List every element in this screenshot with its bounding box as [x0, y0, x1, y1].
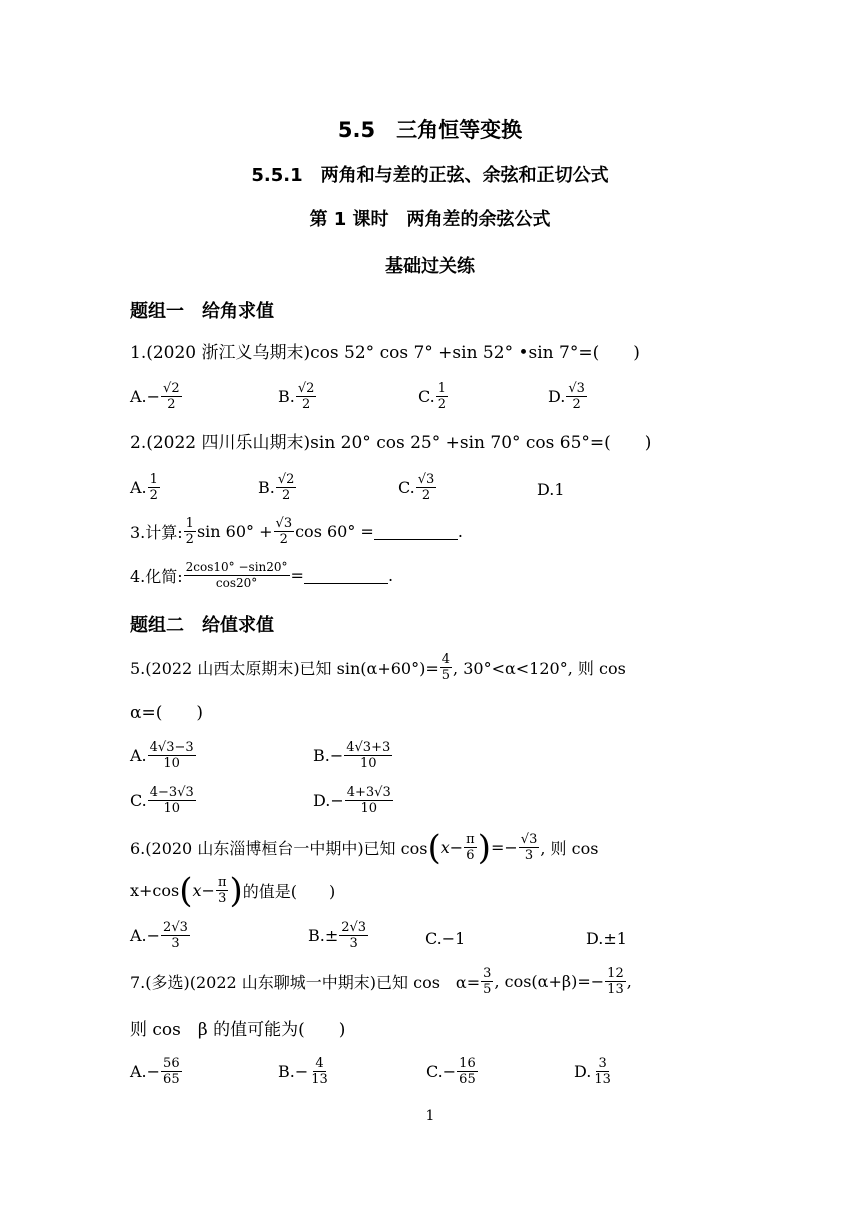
question-7-stem-line2: 则 cos β 的值可能为( ): [130, 1020, 346, 1040]
stem-text: ,: [626, 972, 632, 991]
fraction: [309, 1056, 330, 1087]
question-5-option-b: [313, 740, 393, 771]
option-prefix: A.−: [130, 387, 161, 406]
question-1-stem: 1.(2020 浙江义乌期末)cos 52° cos 7° +sin 52° •sin 7°=( ): [130, 343, 640, 363]
question-3-mid: sin 60° +: [196, 522, 273, 541]
question-3-prefix: 3.计算:: [130, 523, 183, 542]
question-3: [130, 516, 463, 547]
fraction: [161, 381, 182, 412]
option-prefix: D.: [574, 1062, 592, 1081]
fraction: [184, 560, 290, 591]
section-title: 5.5 三角恒等变换: [337, 118, 523, 142]
answer-blank[interactable]: [374, 523, 458, 540]
fraction: [161, 1056, 182, 1087]
denominator: 3: [218, 891, 227, 906]
denominator: 65: [163, 1072, 180, 1087]
numerator: 16: [459, 1056, 476, 1071]
fraction: [148, 472, 160, 503]
numerator: √3: [520, 832, 538, 847]
numerator: 56: [163, 1056, 180, 1071]
question-3-tail: cos 60° =: [295, 522, 374, 541]
lesson-title: 第 1 课时 两角差的余弦公式: [309, 209, 551, 230]
denominator: 3: [524, 848, 534, 863]
left-paren: (: [179, 870, 193, 911]
question-6-stem-line1: [130, 827, 599, 868]
denominator: 10: [163, 801, 181, 816]
question-5-option-d: [313, 785, 394, 816]
fraction: [566, 381, 587, 412]
stem-text: 6.(2020 山东淄博桓台一中期中)已知 cos: [130, 839, 428, 858]
question-2-option-d: [537, 480, 565, 499]
denominator: 13: [594, 1072, 611, 1087]
fraction: [457, 1056, 478, 1087]
question-5-option-a: [130, 740, 197, 771]
denominator: 3: [349, 936, 358, 951]
denominator: 5: [441, 668, 451, 683]
fraction: [296, 381, 317, 412]
denominator: 2: [301, 397, 311, 412]
option-prefix: B.−: [278, 1062, 309, 1081]
variable-x: x−: [440, 838, 464, 857]
fraction: [345, 785, 393, 816]
right-paren: ): [229, 870, 243, 911]
stem-text: 5.(2022 山西太原期末)已知 sin(α+60°)=: [130, 659, 439, 678]
option-text: D.1: [537, 480, 565, 499]
question-7-option-c: [426, 1056, 479, 1087]
fraction: [592, 1056, 613, 1087]
numerator: 4√3−3: [149, 740, 194, 755]
question-5-option-c: [130, 785, 197, 816]
fraction: [344, 740, 392, 771]
question-2-option-b: [258, 472, 297, 503]
numerator: 4+3√3: [346, 785, 391, 800]
fraction: [519, 832, 540, 863]
numerator: 3: [598, 1056, 607, 1071]
numerator: 4−3√3: [149, 785, 194, 800]
answer-blank[interactable]: [304, 567, 388, 584]
option-prefix: D.−: [313, 791, 344, 810]
stem-text: , cos(α+β)=−: [494, 972, 605, 991]
equals: =−: [490, 838, 518, 857]
numerator: π: [466, 832, 475, 847]
group-heading-2: 题组二 给值求值: [130, 615, 274, 636]
denominator: 3: [171, 936, 180, 951]
question-5-stem-line1: [130, 652, 626, 683]
fraction: [416, 472, 437, 503]
question-4-eq: =: [290, 566, 304, 585]
denominator: 2: [281, 488, 291, 503]
fraction: [216, 875, 229, 906]
question-4-prefix: 4.化简:: [130, 567, 183, 586]
denominator: 2: [279, 532, 288, 547]
question-1-option-a: [130, 381, 183, 412]
numerator: 4√3+3: [346, 740, 391, 755]
option-prefix: A.−: [130, 1062, 161, 1081]
stem-text: , 则 cos: [540, 839, 599, 858]
question-4-end: .: [387, 566, 394, 585]
question-7-stem-line1: [130, 966, 632, 997]
option-prefix: D.: [548, 387, 566, 406]
option-prefix: C.: [418, 387, 435, 406]
fraction: [184, 516, 196, 547]
fraction: [161, 920, 190, 951]
question-6-option-d: [586, 929, 627, 948]
subsection-title: 5.5.1 两角和与差的正弦、余弦和正切公式: [251, 165, 609, 186]
option-prefix: A.−: [130, 926, 161, 945]
denominator: 65: [459, 1072, 476, 1087]
denominator: 2: [437, 397, 447, 412]
question-2-option-a: [130, 472, 161, 503]
option-prefix: A.: [130, 746, 147, 765]
fraction: [464, 832, 477, 863]
numerator: 4: [441, 652, 451, 667]
denominator: 2: [421, 488, 431, 503]
question-6-option-b: [308, 920, 369, 951]
numerator: 2√3: [341, 920, 367, 935]
fraction: [436, 381, 448, 412]
question-5-stem-line2: α=( ): [130, 703, 203, 723]
question-1-option-c: [418, 381, 449, 412]
question-7-option-d: [574, 1056, 614, 1087]
denominator: 13: [607, 982, 624, 997]
fraction: [339, 920, 368, 951]
fraction: [148, 785, 196, 816]
numerator: 1: [149, 472, 158, 487]
question-7-option-b: [278, 1056, 331, 1087]
option-text: D.±1: [586, 929, 627, 948]
numerator: 12: [607, 966, 624, 981]
numerator: 1: [437, 381, 447, 396]
option-prefix: C.−: [426, 1062, 457, 1081]
numerator: 1: [185, 516, 194, 531]
numerator: √2: [163, 381, 180, 396]
fraction: [605, 966, 626, 997]
numerator: √2: [297, 381, 315, 396]
numerator: 2√3: [163, 920, 188, 935]
option-prefix: B.−: [313, 746, 344, 765]
question-2-option-c: [398, 472, 437, 503]
option-prefix: C.: [398, 478, 415, 497]
numerator: √2: [277, 472, 295, 487]
denominator: 5: [483, 982, 492, 997]
denominator: 10: [360, 801, 378, 816]
right-paren: ): [477, 827, 491, 868]
question-1-option-b: [278, 381, 317, 412]
numerator: 4: [315, 1056, 324, 1071]
numerator: 2cos10° −sin20°: [185, 560, 288, 574]
denominator: 13: [311, 1072, 328, 1087]
option-prefix: B.: [258, 478, 275, 497]
denominator: 2: [572, 397, 581, 412]
denominator: 2: [167, 397, 176, 412]
fraction: [440, 652, 452, 683]
denominator: 10: [359, 756, 377, 771]
question-4: [130, 560, 393, 591]
denominator: 2: [149, 488, 158, 503]
level-title: 基础过关练: [385, 256, 475, 277]
numerator: √3: [568, 381, 585, 396]
question-6-option-a: [130, 920, 191, 951]
question-6-stem-line2: [130, 870, 336, 911]
numerator: π: [217, 875, 227, 890]
option-prefix: B.: [278, 387, 295, 406]
denominator: 10: [163, 756, 180, 771]
fraction: [481, 966, 493, 997]
numerator: √3: [275, 516, 293, 531]
denominator: 2: [185, 532, 194, 547]
fraction: [276, 472, 297, 503]
question-7-option-a: [130, 1056, 183, 1087]
fraction: [148, 740, 196, 771]
fraction: [274, 516, 295, 547]
option-prefix: C.: [130, 791, 147, 810]
numerator: √3: [417, 472, 435, 487]
stem-text: , 30°<α<120°, 则 cos: [453, 659, 626, 678]
group-heading-1: 题组一 给角求值: [130, 301, 274, 322]
stem-text: 的值是( ): [242, 882, 336, 901]
option-prefix: A.: [130, 478, 147, 497]
question-3-end: .: [457, 522, 463, 541]
page-number: 1: [425, 1108, 435, 1124]
question-2-stem: 2.(2022 四川乐山期末)sin 20° cos 25° +sin 70° cos 65°=( ): [130, 433, 652, 453]
numerator: 3: [483, 966, 492, 981]
stem-text: 7.(多选)(2022 山东聊城一中期末)已知 cos α=: [130, 973, 481, 992]
option-text: C.−1: [425, 929, 466, 948]
variable-x: x−: [192, 881, 215, 900]
question-6-option-c: [425, 929, 465, 948]
denominator: cos20°: [215, 576, 258, 590]
stem-text: x+cos: [130, 881, 180, 900]
question-1-option-d: [548, 381, 588, 412]
left-paren: (: [427, 827, 441, 868]
denominator: 6: [466, 848, 475, 863]
option-prefix: B.±: [308, 926, 339, 945]
